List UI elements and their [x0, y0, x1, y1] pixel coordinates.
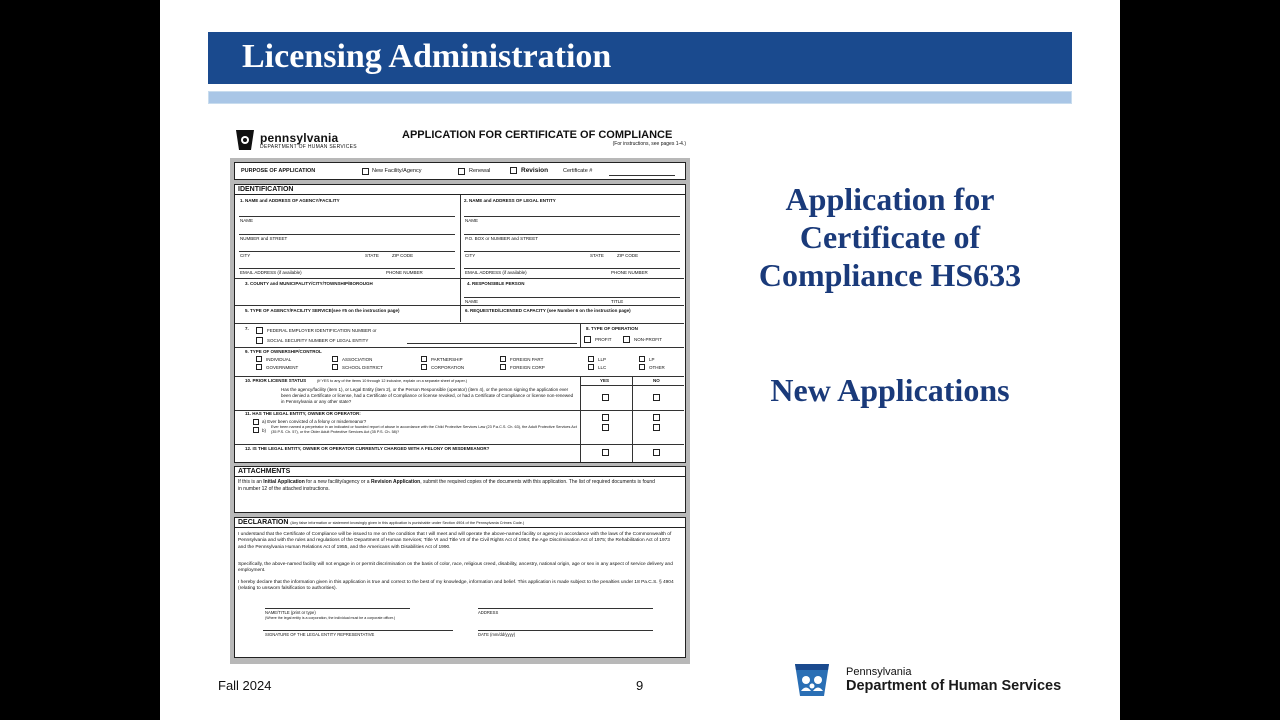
ownership-checkbox: [639, 364, 645, 370]
ownership-checkbox: [588, 356, 594, 362]
phone-label: PHONE NUMBER: [386, 270, 423, 275]
form-org-name: pennsylvania: [260, 131, 339, 145]
phone-label-2: PHONE NUMBER: [611, 270, 648, 275]
nonprofit-checkbox: [623, 336, 630, 343]
fein-label: FEDERAL EMPLOYER IDENTIFICATION NUMBER or: [267, 328, 377, 333]
field-8-label: 8. TYPE OF OPERATION: [586, 326, 638, 331]
city-label: CITY: [240, 253, 251, 258]
ownership-checkbox: [639, 356, 645, 362]
title-label: TITLE: [611, 299, 624, 304]
name-label: NAME: [240, 218, 254, 223]
sig-signature-label: SIGNATURE OF THE LEGAL ENTITY REPRESENTATIVE: [265, 632, 375, 637]
slide-title: Licensing Administration: [242, 38, 612, 75]
ownership-option-label: ASSOCIATION: [342, 356, 373, 362]
ownership-checkbox: [500, 364, 506, 370]
ownership-option-label: LP: [649, 356, 655, 362]
ssn-checkbox: [256, 337, 263, 344]
state-label: STATE: [365, 253, 379, 258]
ownership-checkbox: [421, 356, 427, 362]
footer-date: Fall 2024: [218, 678, 272, 693]
declaration-note: (Any false information or statement knowingly given in this application is punishable under Section 4904 of the Pennsylvania Crimes Code.): [290, 521, 525, 525]
ownership-option-label: LLP: [598, 356, 607, 362]
form-instructions: (For instructions, see pages 1-4.): [612, 141, 686, 147]
email-label-2: EMAIL ADDRESS (if available): [465, 270, 527, 275]
attachments-heading: ATTACHMENTS: [235, 467, 685, 477]
sig-date-label: DATE (mm/dd/yyyy): [478, 632, 516, 637]
dhs-logo-state: Pennsylvania: [846, 666, 912, 678]
field-9-label: 9. TYPE OF OWNERSHIP/CONTROL: [245, 349, 322, 354]
purpose-label: PURPOSE OF APPLICATION: [241, 168, 316, 174]
ownership-option-label: FOREIGN PART: [510, 356, 544, 362]
form-image: [230, 124, 690, 664]
declaration-paragraph-2: Specifically, the above-named facility will not engage in or permit discrimination on the basis of color, race, religious creed, disability, ancestry, national origin, age or sex in any aspect of service delivery and employment.: [238, 562, 673, 574]
dhs-keystone-logo-icon: [792, 658, 832, 698]
ownership-option-label: GOVERNMENT: [266, 364, 299, 370]
field-11b-letter: b): [262, 428, 267, 433]
application-heading: [720, 180, 1060, 294]
field-11-label: 11. HAS THE LEGAL ENTITY, OWNER OR OPERATOR:: [245, 411, 361, 416]
field-11b-text: Ever been named a perpetrator in an indicated or founded report of abuse in accordance with the Child Protective Services Law (23 P.a.C.S. Ch. 63), the Adult Protective Services Act (35 P.S. Ch. 57), or the Older Adult Protective Services Act (35 P.S. Ch. 58)?: [271, 425, 577, 435]
application-heading-line-3: Compliance HS633: [758, 257, 1022, 293]
yes-header: YES: [600, 378, 610, 383]
nonprofit-label: NON-PROFIT: [634, 337, 662, 342]
ownership-option-label: CORPORATION: [431, 364, 465, 370]
q11b-no-checkbox: [653, 424, 660, 431]
field-5-label: 5. TYPE OF AGENCY/FACILITY SERVICE(see #5 on the instruction page): [245, 308, 400, 313]
ownership-checkbox: [332, 356, 338, 362]
new-applications-heading: New Applications: [770, 372, 1010, 408]
new-facility-label: New Facility/Agency: [372, 168, 422, 174]
renewal-label: Renewal: [469, 168, 491, 174]
state-label-2: STATE: [590, 253, 604, 258]
field-7-label: 7.: [245, 326, 249, 331]
q10-no-checkbox: [653, 394, 660, 401]
field-10-note: (If YES to any of the items 10 through 12 inclusive, explain on a separate sheet of paper.): [317, 379, 467, 383]
field-12-text: 12. IS THE LEGAL ENTITY, OWNER OR OPERATOR CURRENTLY CHARGED WITH A FELONY OR MISDEMEANOR?: [245, 446, 490, 451]
field-10-text: Has the agency/facility (item 1), or Legal Entity (item 2), or the Person Responsible (operator) (item 4), or the person signing the application ever been denied a Certificate or license, had a Certificate of Compliance or license revoked, or had a Certificate of Compliance or license non-renewed in Pennsylvania or any other state?: [281, 387, 574, 405]
field-2-label: 2. NAME and ADDRESS OF LEGAL ENTITY: [464, 198, 556, 203]
dhs-logo-department: Department of Human Services: [846, 678, 1062, 694]
ownership-checkbox: [421, 364, 427, 370]
ownership-option-label: OTHER: [649, 364, 665, 370]
new-facility-checkbox: [362, 168, 369, 175]
q11b-checkbox: [253, 427, 259, 433]
name-label-3: NAME: [465, 299, 479, 304]
q12-yes-checkbox: [602, 449, 609, 456]
number-street-label: NUMBER and STREET: [240, 236, 288, 241]
form-title: APPLICATION FOR CERTIFICATE OF COMPLIANCE: [402, 129, 673, 141]
q12-no-checkbox: [653, 449, 660, 456]
title-underline: [208, 91, 1072, 104]
application-heading-line-1: Application for: [785, 181, 995, 217]
zip-label-2: ZIP CODE: [617, 253, 639, 258]
zip-label: ZIP CODE: [392, 253, 414, 258]
ownership-checkbox: [588, 364, 594, 370]
attachments-text: If this is an Initial Application for a new facility/agency or a Revision Application, submit the required copies of the documents with this application. The list of required documents is found in number 12 of the attached instructions.: [238, 479, 655, 492]
ownership-checkbox: [500, 356, 506, 362]
sig-address-label: ADDRESS: [478, 610, 499, 615]
form-frame: [230, 158, 690, 664]
sig-name-note: (Where the legal entity is a corporation, the individual must be a corporate officer.): [265, 616, 396, 620]
ownership-checkbox: [256, 364, 262, 370]
name-label-2: NAME: [465, 218, 479, 223]
revision-label: Revision: [521, 167, 549, 174]
form-header: [230, 124, 690, 158]
q11a-yes-checkbox: [602, 414, 609, 421]
q10-yes-checkbox: [602, 394, 609, 401]
attachments-box: [234, 466, 686, 513]
page-number: 9: [636, 678, 644, 693]
ownership-checkbox: [332, 364, 338, 370]
declaration-heading: DECLARATION: [238, 519, 289, 526]
city-label-2: CITY: [465, 253, 476, 258]
application-heading-line-2: Certificate of: [799, 219, 981, 255]
ssn-label: SOCIAL SECURITY NUMBER OF LEGAL ENTITY: [267, 338, 369, 343]
declaration-paragraph-1: I understand that the Certificate of Compliance will be issued to me on the condition that I will meet and will operate the above-named facility or agency in accordance with the laws of the Commonwealth of Pennsylvania and with the rules and regulations of the Department of Human Services; Title VI and Title VII of the Civil Rights Act of 1964; the Age Discrimination Act of 1975; the Rehabilitation Act of 1973 and the Pennsylvania Human Relations Act of 1955, and the Americans with Disabilities Act of 1990.: [238, 532, 672, 550]
no-header: NO: [653, 378, 660, 383]
profit-label: PROFIT: [595, 337, 612, 342]
ownership-option-label: LLC: [598, 364, 607, 370]
slide: [160, 0, 1120, 720]
profit-checkbox: [584, 336, 591, 343]
sig-name-label: NAME/TITLE (print or type): [265, 610, 316, 615]
fein-checkbox: [256, 327, 263, 334]
q11a-checkbox: [253, 419, 259, 425]
email-label: EMAIL ADDRESS (if available): [240, 270, 302, 275]
declaration-box: [234, 517, 686, 658]
po-box-label: P.O. BOX or NUMBER and STREET: [465, 236, 538, 241]
q11b-yes-checkbox: [602, 424, 609, 431]
ownership-option-label: FOREIGN CORP: [510, 364, 545, 370]
identification-box: [234, 184, 686, 463]
field-10-label: 10. PRIOR LICENSE STATUS: [245, 378, 307, 383]
field-6-label: 6. REQUESTED/LICENSED CAPACITY (see Number 6 on the instruction page): [465, 308, 631, 313]
title-bar: [208, 32, 1072, 84]
field-3-label: 3. COUNTY and MUNICIPALITY/CITY/TOWNSHIP/BOROUGH: [245, 281, 373, 286]
field-1-label: 1. NAME and ADDRESS OF AGENCY/FACILITY: [240, 198, 340, 203]
declaration-paragraph-3: I hereby declare that the information given in this application is true and correct to the best of my knowledge, information and belief. This application is made subject to the penalties under 18 Pa.C.S. § 4904 (relating to unsworn falsification to authorities).: [238, 580, 674, 592]
form-org-sub: DEPARTMENT OF HUMAN SERVICES: [260, 144, 357, 150]
q11a-no-checkbox: [653, 414, 660, 421]
declaration-heading-row: [235, 518, 685, 528]
renewal-checkbox: [458, 168, 465, 175]
ownership-option-label: INDIVIDUAL: [266, 356, 292, 362]
identification-heading: IDENTIFICATION: [235, 185, 685, 195]
field-4-label: 4. RESPONSIBLE PERSON: [467, 281, 525, 286]
keystone-logo-icon: [234, 128, 256, 152]
ownership-option-label: SCHOOL DISTRICT: [342, 364, 383, 370]
ownership-checkbox: [256, 356, 262, 362]
revision-checkbox: [510, 167, 517, 174]
purpose-box: [234, 162, 686, 180]
certificate-label: Certificate #: [563, 168, 593, 174]
field-11a-text: a) Ever been convicted of a felony or misdemeanor?: [262, 419, 367, 424]
ownership-option-label: PARTNERSHIP: [431, 356, 463, 362]
